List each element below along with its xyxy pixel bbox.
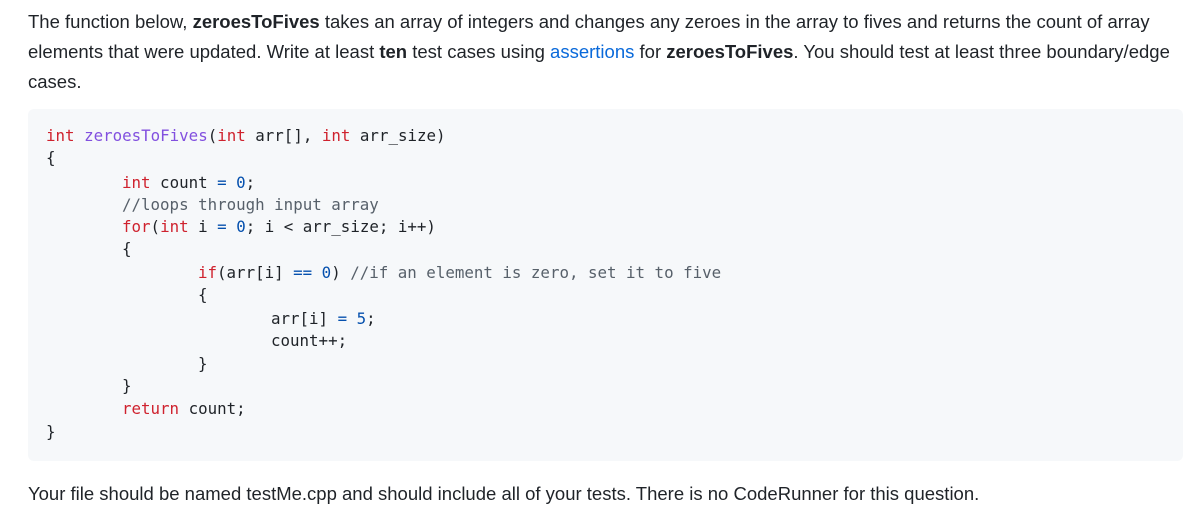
code-line: { xyxy=(46,148,56,167)
intro-text: test cases using xyxy=(407,41,551,62)
emphasis-ten: ten xyxy=(379,41,408,62)
code-line: count++; xyxy=(271,331,348,350)
code-line: } xyxy=(46,422,56,441)
code-line: { xyxy=(122,239,132,258)
code-line: for(int i = 0; i < arr_size; i++) xyxy=(122,217,436,236)
code-comment: //loops through input array xyxy=(122,195,379,214)
intro-text: takes an array of integers and changes any zeroes in the array to fives and returns the count of array elements that were updated. Write at least xyxy=(28,11,1150,62)
code-line: } xyxy=(122,376,132,395)
function-name: zeroesToFives xyxy=(192,11,320,32)
code-line: } xyxy=(198,354,208,373)
code-line: { xyxy=(198,285,208,304)
file-instructions: Your file should be named testMe.cpp and should include all of your tests. There is no CodeRunner for this question. xyxy=(28,483,980,504)
function-name: zeroesToFives xyxy=(666,41,794,62)
code-line: arr[i] = 5; xyxy=(271,309,376,328)
code-line: return count; xyxy=(122,399,246,418)
intro-text: for xyxy=(634,41,667,62)
code-line: int count = 0; xyxy=(122,173,256,192)
code-line: int zeroesToFives(int arr[], int arr_size) xyxy=(46,126,446,145)
assertions-link[interactable]: assertions xyxy=(550,41,635,62)
code-block xyxy=(28,109,1183,461)
code-line: if(arr[i] == 0) //if an element is zero, set it to five xyxy=(198,263,722,282)
intro-text: . You should test at least three boundary/edge cases. xyxy=(28,41,1170,92)
instructions-paragraph xyxy=(28,7,1188,97)
intro-text: The function below, xyxy=(28,11,193,32)
